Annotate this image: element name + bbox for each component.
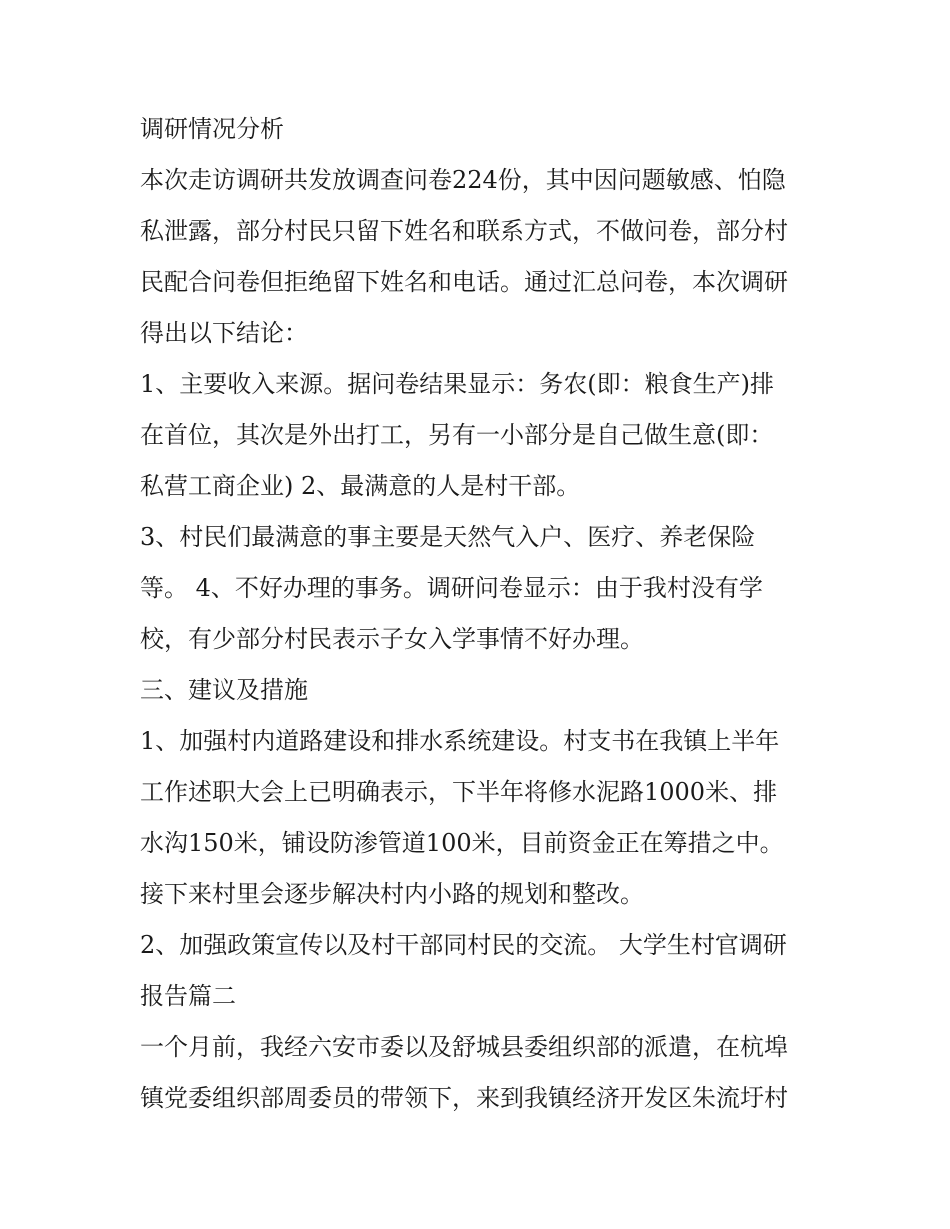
paragraph-line: 水沟150米，铺设防渗管道100米，目前资金正在筹措之中。 (140, 829, 784, 857)
paragraph-line: 等。 4、不好办理的事务。调研问卷显示：由于我村没有学 (140, 574, 763, 602)
section-heading: 三、建议及措施 (140, 676, 308, 704)
paragraph-line: 校，有少部分村民表示子女入学事情不好办理。 (140, 625, 644, 653)
paragraph-line: 在首位，其次是外出打工，另有一小部分是自己做生意(即： (140, 421, 774, 449)
paragraph-line: 一个月前，我经六安市委以及舒城县委组织部的派遣，在杭埠 (140, 1033, 788, 1061)
paragraph-line: 报告篇二 (140, 982, 236, 1010)
paragraph-line: 私泄露，部分村民只留下姓名和联系方式，不做问卷，部分村 (140, 217, 788, 245)
paragraph-line: 得出以下结论： (140, 319, 308, 347)
paragraph-line: 工作述职大会上已明确表示，下半年将修水泥路1000米、排 (140, 778, 778, 806)
paragraph-line: 3、村民们最满意的事主要是天然气入户、医疗、养老保险 (140, 523, 756, 551)
paragraph-line: 接下来村里会逐步解决村内小路的规划和整改。 (140, 880, 644, 908)
paragraph-line: 1、主要收入来源。据问卷结果显示：务农(即：粮食生产)排 (140, 370, 774, 398)
paragraph-line: 2、加强政策宣传以及村干部同村民的交流。 大学生村官调研 (140, 931, 787, 959)
paragraph-line: 1、加强村内道路建设和排水系统建设。村支书在我镇上半年 (140, 727, 780, 755)
paragraph-line: 民配合问卷但拒绝留下姓名和电话。通过汇总问卷，本次调研 (140, 268, 788, 296)
document-body (140, 104, 820, 1124)
section-heading: 调研情况分析 (140, 115, 284, 143)
paragraph-line: 本次走访调研共发放调查问卷224份，其中因问题敏感、怕隐 (140, 166, 786, 194)
paragraph-line: 私营工商企业) 2、最满意的人是村干部。 (140, 472, 581, 500)
paragraph-line: 镇党委组织部周委员的带领下，来到我镇经济开发区朱流圩村 (140, 1084, 788, 1112)
